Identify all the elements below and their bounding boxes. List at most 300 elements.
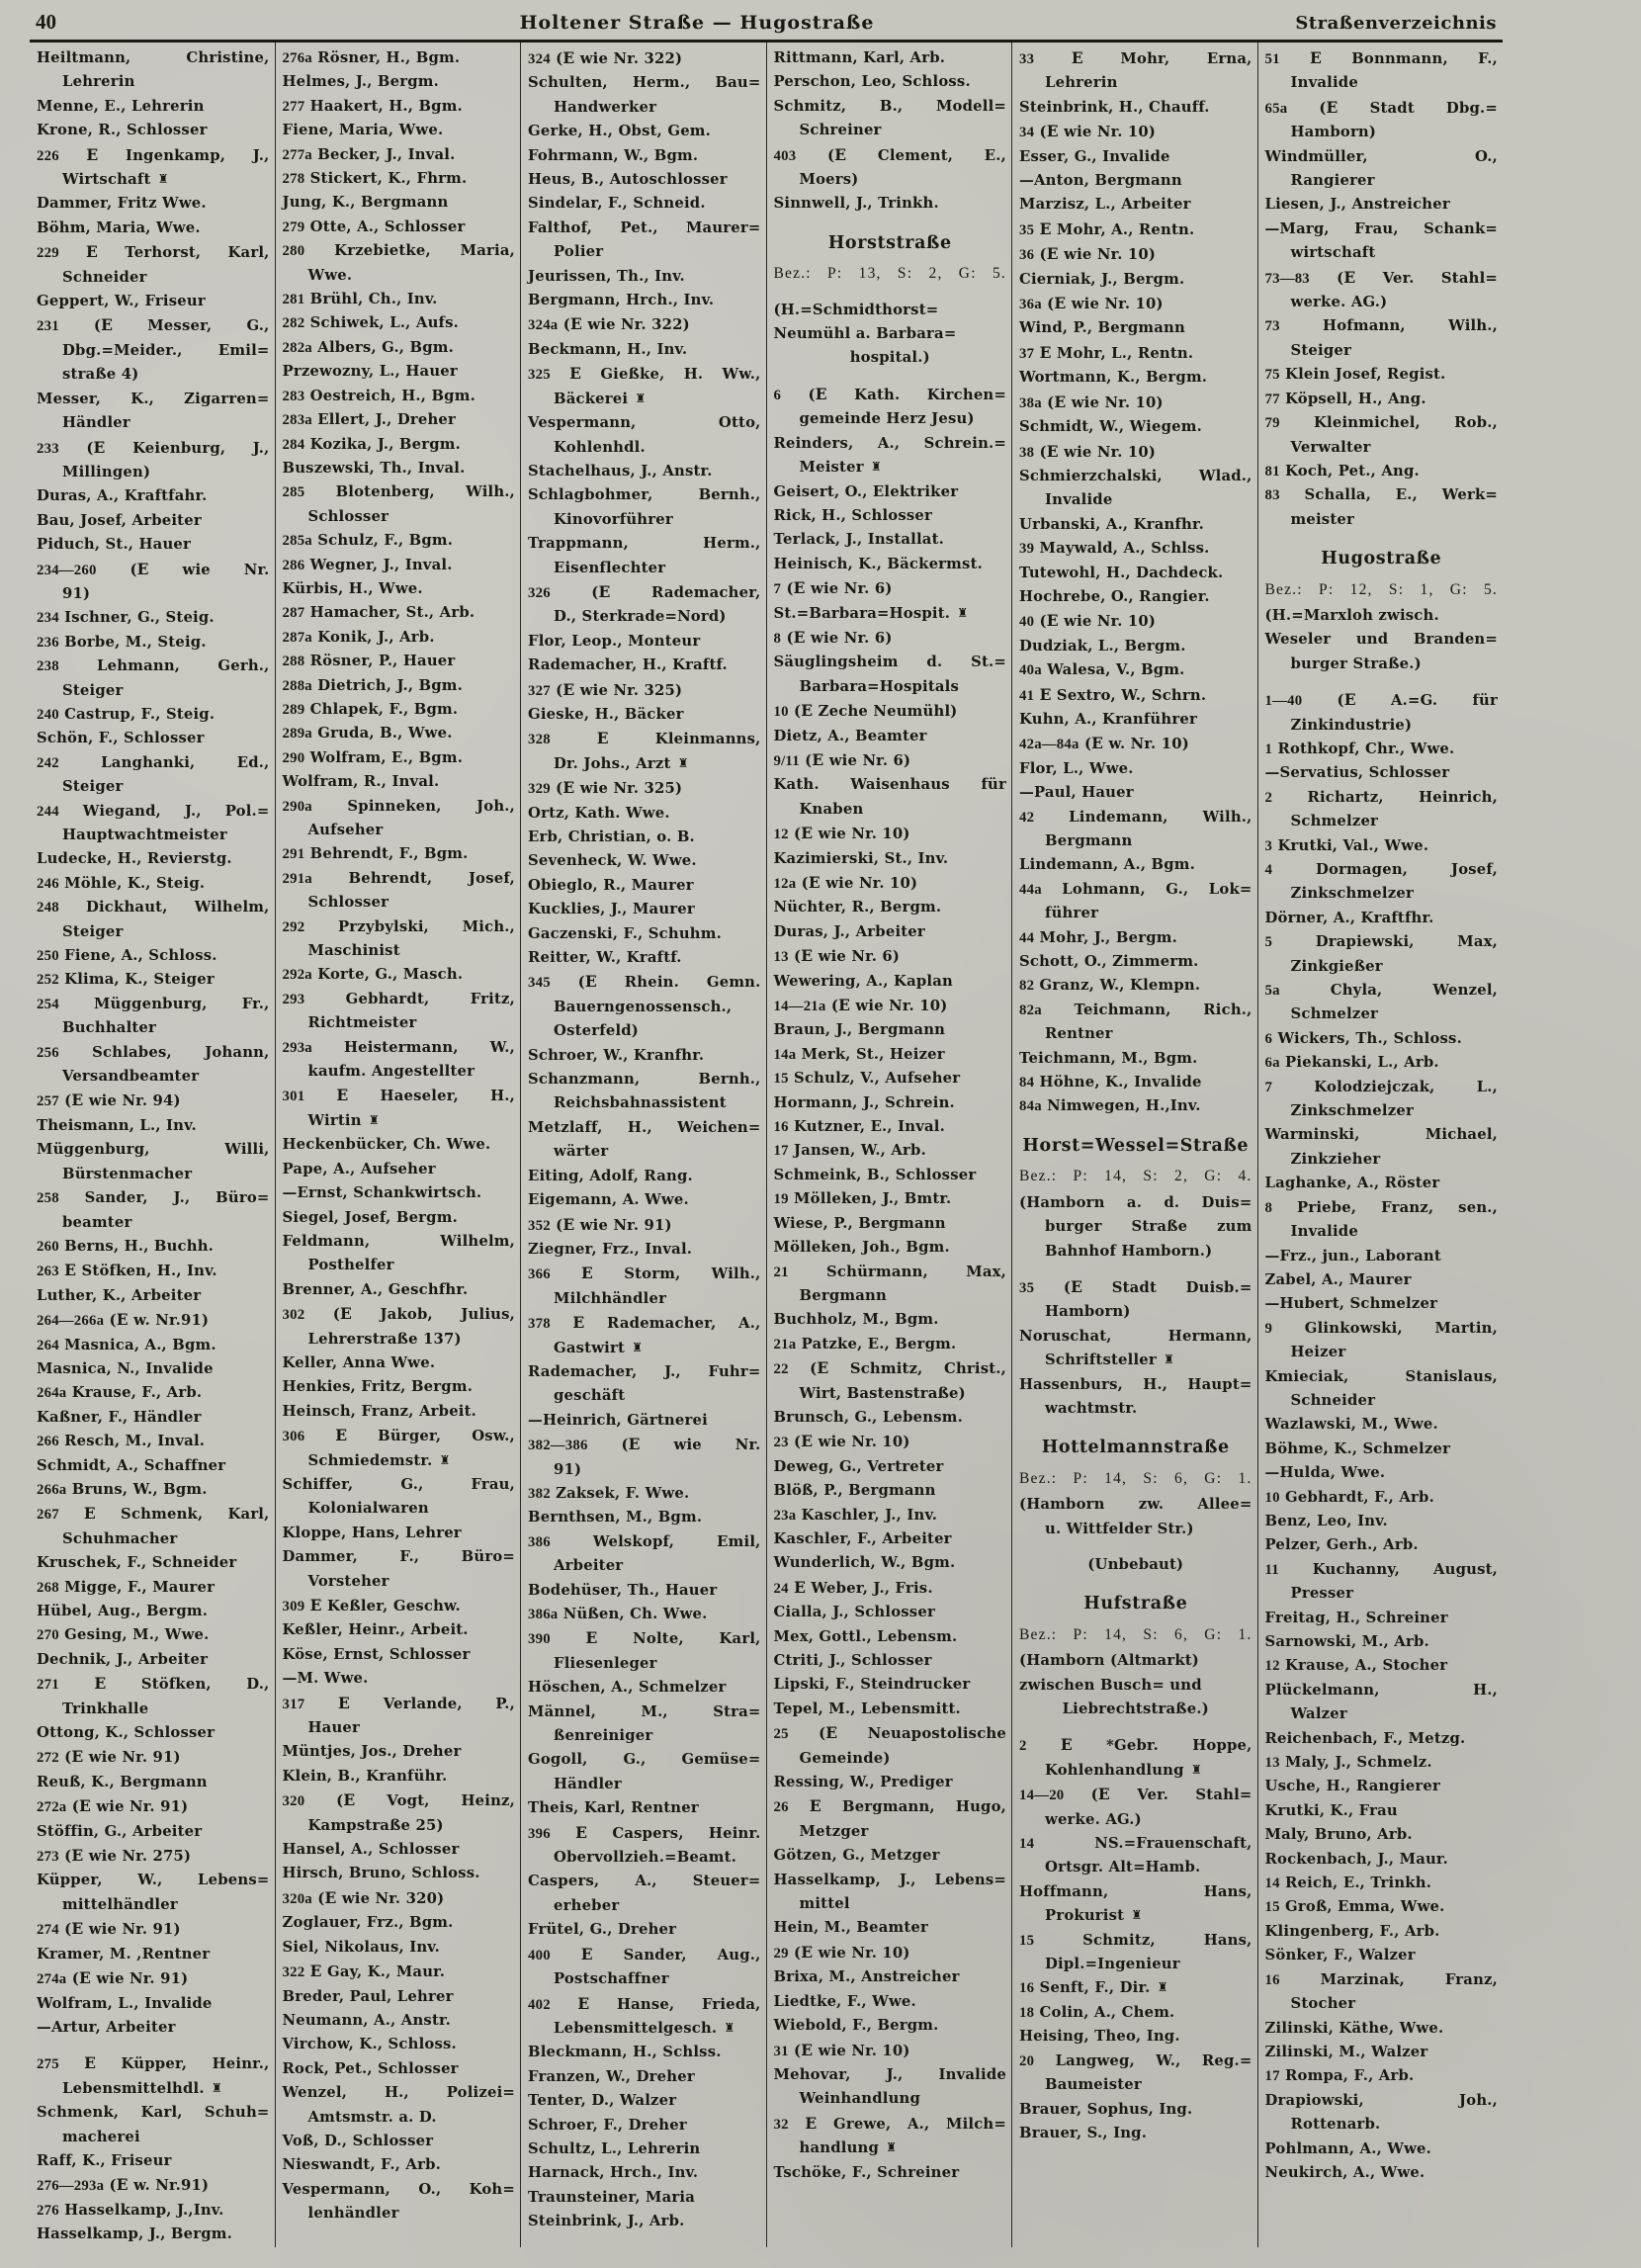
directory-line: 292 Przybylski, Mich., [282,917,515,935]
directory-line: 2 Richartz, Heinrich, [1264,788,1498,806]
directory-line: Gastwirt ♜ [528,1337,761,1360]
directory-line: 73—83 (E Ver. Stahl= [1264,267,1498,287]
directory-line: 11 Kuchanny, August, [1264,1560,1498,1578]
directory-line: Nüchter, R., Bergm. [773,899,942,916]
directory-line: Hasselkamp, J., Lebens= [773,1871,1006,1888]
directory-line: Vespermann, O., Koh= [282,2180,515,2198]
directory-line: 75 Klein Josef, Regist. [1264,366,1446,384]
directory-line: Kath. Waisenhaus für [773,776,1006,794]
krug-icon: ♜ [724,2019,735,2035]
directory-line: Bergmann [1045,832,1133,849]
directory-line: Kinovorführer [554,510,673,528]
directory-line: Neukirch, A., Wwe. [1264,2163,1425,2181]
directory-line: 285a Schulz, F., Bgm. [282,532,454,550]
directory-line: Männel, M., Stra= [528,1702,761,1720]
directory-line: Schmidt, W., Wiegem. [1019,418,1202,436]
directory-line: Hamborn) [1290,124,1377,141]
directory-line: 293 Gebhardt, Fritz, [282,990,515,1007]
street-heading: Hufstraße [1083,1594,1188,1614]
directory-line: 277 Haakert, H., Bgm. [282,97,463,115]
directory-line: Vorsteher [307,1572,389,1590]
directory-line: Siegel, Josef, Bergm. [282,1208,458,1226]
directory-line: Händler [62,414,130,432]
directory-line: 7 (E wie Nr. 6) [773,578,893,598]
directory-line: Metzlaff, H., Weichen= [528,1118,761,1136]
directory-line: Przewozny, L., Hauer [282,363,458,381]
directory-columns [30,43,1503,2247]
directory-line: Zoglauer, Frz., Bgm. [282,1914,454,1932]
directory-line: Kampstraße 25) [307,1816,444,1834]
directory-line: Schanzmann, Bernh., [528,1071,761,1089]
directory-line: Weinhandlung [799,2090,921,2108]
directory-line: mittelhändler [62,1895,178,1913]
street-heading: Horststraße [827,232,952,253]
directory-line: Heckenbücker, Ch. Wwe. [282,1136,491,1154]
directory-line: Benz, Leo, Inv. [1264,1512,1388,1529]
directory-line: Ortsgr. Alt=Hamb. [1045,1859,1201,1876]
directory-line: Heus, B., Autoschlosser [528,171,728,189]
directory-line: 5a Chyla, Wenzel, [1264,982,1498,1000]
directory-line: Kazimierski, St., Inv. [773,849,949,867]
directory-line: (Hamborn (Altmarkt) [1019,1652,1200,1670]
directory-line: 325 E Gießke, H. Ww., [528,364,761,384]
directory-line: 23 (E wie Nr. 10) [773,1432,910,1451]
directory-line: Hoffmann, Hans, [1019,1882,1252,1900]
directory-line: 254 Müggenburg, Fr., [37,995,270,1012]
directory-line: 257 (E wie Nr. 94) [37,1090,181,1110]
directory-line: Schmelzer [1290,1005,1379,1023]
directory-line: 8 (E wie Nr. 6) [773,627,893,647]
directory-line: Liesen, J., Anstreicher [1264,196,1450,214]
directory-line: Sarnowski, M., Arb. [1264,1633,1429,1650]
directory-line: Moers) [799,171,859,189]
directory-line: Braun, J., Bergmann [773,1021,946,1039]
directory-line: 324a (E wie Nr. 322) [528,314,690,334]
directory-line: 272a (E wie Nr. 91) [37,1796,189,1816]
directory-line: Teichmann, M., Bgm. [1019,1049,1198,1067]
directory-line: Bauerngenossensch., [554,998,733,1015]
directory-line: (H.=Schmidthorst= [773,301,939,318]
directory-line: Müntjes, Jos., Dreher [282,1743,462,1761]
directory-line: Zilinski, Käthe, Wwe. [1264,2019,1444,2037]
directory-line: Bürstenmacher [62,1165,193,1182]
directory-line: 275 E Küpper, Heinr., [37,2053,270,2073]
directory-line: mittel [799,1895,850,1913]
directory-line: Plückelmann, H., [1264,1681,1498,1699]
directory-line: 13 (E wie Nr. 6) [773,946,901,966]
directory-line: —M. Wwe. [282,1670,369,1688]
directory-line: Kohlenhandlung ♜ [1019,1759,1252,1783]
directory-line: Dietz, A., Beamter [773,727,927,744]
directory-line: 302 (E Jakob, Julius, [282,1304,515,1324]
directory-line: Bergmann, Hrch., Inv. [528,292,715,309]
directory-line: Dipl.=Ingenieur [1045,1956,1180,1973]
directory-line: 44 Mohr, J., Bergm. [1019,928,1177,946]
district-line: Bez.: P: 13, S: 2, G: 5. [773,265,1006,283]
directory-line: Hauer [307,1719,361,1737]
directory-line: Flor, Leop., Monteur [528,632,701,650]
directory-line: Henkies, Fritz, Bergm. [282,1378,474,1396]
directory-line: Falthof, Pet., Maurer= [528,218,761,236]
directory-line: 14—20 (E Ver. Stahl= [1019,1785,1252,1804]
krug-icon: ♜ [157,171,169,187]
directory-line: 278 Stickert, K., Fhrm. [282,170,468,188]
directory-line: 378 E Rademacher, A., [528,1313,761,1333]
directory-line: Zinkschmelzer [1290,1102,1414,1120]
directory-line: Schmeink, B., Schlosser [773,1166,977,1183]
directory-line: Zinkzieher [1290,1150,1381,1168]
directory-line: 14a Merk, St., Heizer [773,1045,945,1063]
directory-line: Lehrerin [62,73,135,91]
directory-line: Buchholz, M., Bgm. [773,1311,939,1329]
directory-line: St.=Barbara=Hospit. ♜ [774,602,1007,626]
directory-line: Invalide [1290,74,1358,92]
directory-line: 23a Kaschler, J., Inv. [773,1506,938,1524]
directory-line: 14 NS.=Frauenschaft, [1019,1835,1252,1853]
column-5 [1011,43,1257,2247]
directory-line: Verwalter [1290,438,1371,456]
directory-line: Maly, Bruno, Arb. [1264,1826,1413,1844]
street-heading: Hugostraße [1321,549,1442,569]
directory-line: 292a Korte, G., Masch. [282,966,464,984]
directory-line: geschäft [554,1387,626,1405]
directory-line: 252 Klima, K., Steiger [37,971,215,989]
directory-line: 38a (E wie Nr. 10) [1019,392,1164,411]
directory-line: Siel, Nikolaus, Inv. [282,1938,440,1956]
directory-line: Handwerker [554,98,657,116]
krug-icon: ♜ [635,390,647,405]
directory-line: Prokurist ♜ [1019,1904,1252,1928]
directory-line: gemeinde Herz Jesu) [799,410,975,428]
directory-line: 382 Zaksek, F. Wwe. [528,1484,690,1502]
directory-line: macherei [62,2128,140,2145]
directory-line: Schroer, F., Dreher [528,2116,687,2134]
directory-line: 402 E Hanse, Frieda, [528,1993,761,2013]
directory-line: Tschöke, F., Schreiner [773,2163,960,2181]
directory-line: ßenreiniger [554,1727,653,1745]
directory-line: Zilinski, M., Walzer [1264,2043,1428,2060]
directory-line: 282a Albers, G., Bgm. [282,338,454,356]
directory-line: Pape, A., Aufseher [282,1160,436,1178]
directory-line: 289 Chlapek, F., Bgm. [282,700,459,718]
column-2 [275,43,521,2247]
directory-line: —Hulda, Wwe. [1264,1464,1386,1482]
directory-line: Schlosser [307,507,389,525]
directory-line: Lebensmittelgesch. ♜ [528,2017,761,2041]
directory-line: Esser, G., Invalide [1019,147,1170,165]
directory-line: Keßler, Heinr., Arbeit. [282,1621,469,1639]
directory-line: Gieske, H., Bäcker [528,705,684,723]
directory-line: 256 Schlabes, Johann, [37,1043,270,1061]
directory-line: Krutki, K., Frau [1264,1801,1398,1819]
directory-line: Hirsch, Bruno, Schloss. [282,1865,480,1882]
directory-line: Maschinist [307,942,400,960]
krug-icon: ♜ [368,1111,381,1127]
directory-line: Nieswandt, F., Arb. [282,2156,442,2174]
directory-line: 382—386 (E wie Nr. [528,1435,761,1454]
krug-icon: ♜ [1190,1761,1203,1777]
krug-icon: ♜ [1157,1979,1168,1995]
street-heading: Hottelmannstraße [1041,1438,1230,1458]
directory-line: Hübel, Aug., Bergm. [37,1603,209,1619]
directory-line: Jeurissen, Th., Inv. [528,267,685,285]
directory-line: 290a Spinneken, Joh., [282,797,515,815]
directory-line: 10 Gebhardt, F., Arb. [1264,1488,1434,1506]
directory-line: 276 Hasselkamp, J.,Inv. [37,2201,224,2219]
directory-line: Trinkhalle [62,1700,149,1717]
directory-line: Reichenbach, F., Metzg. [1264,1729,1466,1747]
directory-line: 91) [554,1460,582,1478]
directory-line: Meister ♜ [774,456,1007,480]
directory-line: 248 Dickhaut, Wilhelm, [37,899,270,916]
directory-line: 242 Langhanki, Ed., [37,753,270,771]
directory-line: Milchhändler [554,1289,667,1307]
directory-line: Kürbis, H., Wwe. [282,579,423,597]
directory-line: Dr. Johs., Arzt ♜ [528,752,761,776]
directory-line: Helmes, J., Bergm. [282,73,439,91]
district-line: Bez.: P: 14, S: 2, G: 4. [1019,1168,1252,1185]
directory-line: 260 Berns, H., Buchh. [37,1237,215,1255]
directory-line: Kloppe, Hans, Lehrer [282,1524,462,1541]
directory-line: 16 Senft, F., Dir. ♜ [1019,1976,1252,2000]
directory-line: 246 Möhle, K., Steig. [37,874,206,892]
street-heading: Horst=Wessel=Straße [1022,1135,1250,1156]
directory-line: Theis, Karl, Rentner [528,1799,699,1817]
directory-line: Wwe. [307,266,353,284]
directory-line: Gogoll, G., Gemüse= [528,1751,761,1769]
directory-line: Bahnhof Hamborn.) [1045,1242,1213,1260]
directory-line: Neumann, A., Anstr. [282,2011,451,2029]
directory-line: 6 (E Kath. Kirchen= [773,384,1006,403]
directory-line: 328 E Kleinmanns, [528,729,761,748]
directory-line: Aufseher [307,822,384,838]
directory-line: 317 E Verlande, P., [282,1693,515,1712]
directory-line: 290 Wolfram, E., Bgm. [282,748,464,766]
directory-line: 264—266a (E w. Nr.91) [37,1310,210,1330]
directory-line: Kucklies, J., Maurer [528,901,695,918]
header-section-label: Straßenverzeichnis [1295,13,1497,34]
directory-line: Wirtschaft ♜ [37,168,270,192]
directory-line: Invalide [1045,491,1113,509]
directory-line: 82a Teichmann, Rich., [1019,1001,1252,1018]
directory-line: 291a Behrendt, Josef, [282,869,515,887]
directory-line: 2 E *Gebr. Hoppe, [1019,1735,1252,1755]
directory-line: Heizer [1290,1344,1346,1361]
directory-line: Cialla, J., Schlosser [773,1604,935,1621]
directory-line: —Servatius, Schlosser [1264,764,1450,782]
directory-line: Duras, J., Arbeiter [773,922,925,940]
directory-line: 25 (E Neuapostolische [773,1723,1006,1743]
directory-line: Köse, Ernst, Schlosser [282,1645,471,1663]
directory-line: Wunderlich, W., Bgm. [773,1554,956,1572]
directory-line: Neumühl a. Barbara= [773,325,957,343]
directory-line: Ortz, Kath. Wwe. [528,804,670,822]
directory-line: Kuhn, A., Kranführer [1019,710,1197,728]
directory-line: 17 Rompa, F., Arb. [1264,2067,1415,2085]
directory-line: Voß, D., Schlosser [282,2132,434,2149]
directory-line: Rottenarb. [1290,2116,1381,2134]
directory-line: 282 Schiwek, L., Aufs. [282,314,459,332]
directory-line: 231 (E Messer, G., [37,315,270,335]
directory-line: —Anton, Bergmann [1019,172,1182,190]
directory-line: (H.=Marxloh zwisch. [1264,606,1439,624]
directory-line: wirtschaft [1290,244,1376,262]
directory-line: 320 (E Vogt, Heinz, [282,1790,515,1810]
directory-line: Schreiner [799,122,882,139]
directory-line: 264a Krause, F., Arb. [37,1384,203,1402]
directory-line: Böhm, Maria, Wwe. [37,218,201,236]
directory-line: 238 Lehmann, Gerh., [37,657,270,675]
directory-line: 10 (E Zeche Neumühl) [773,701,958,721]
directory-line: 285 Blotenberg, Wilh., [282,483,515,501]
directory-line: 15 Schulz, V., Aufseher [773,1070,961,1088]
directory-line: Höschen, A., Schmelzer [528,1679,727,1697]
directory-line: Heinsch, Franz, Arbeit. [282,1402,477,1420]
directory-line: 386 Welskopf, Emil, [528,1532,761,1550]
directory-line: Zabel, A., Maurer [1264,1270,1412,1288]
directory-line: Invalide [1290,1223,1358,1241]
directory-line: Tutewohl, H., Dachdeck. [1019,564,1224,581]
directory-line: Vespermann, Otto, [528,414,761,432]
directory-line: 270 Gesing, M., Wwe. [37,1626,210,1644]
directory-line: Schmenk, Karl, Schuh= [37,2104,270,2122]
directory-line: Rockenbach, J., Maur. [1264,1850,1448,1868]
directory-line: 65a (E Stadt Dbg.= [1264,97,1498,117]
page-number: 40 [36,10,56,34]
directory-line: 244 Wiegand, J., Pol.= [37,802,270,820]
directory-line: Richtmeister [307,1014,417,1032]
directory-line: handlung ♜ [774,2137,1007,2160]
directory-line: Pelzer, Gerh., Arb. [1264,1536,1419,1554]
directory-line: —Frz., jun., Laborant [1264,1247,1441,1265]
directory-line: 236 Borbe, M., Steig. [37,633,207,651]
directory-line: Obieglo, R., Maurer [528,876,694,894]
directory-line: 324 (E wie Nr. 322) [528,48,683,67]
directory-line: zwischen Busch= und [1019,1676,1202,1694]
directory-line: 286 Wegner, J., Inval. [282,556,453,573]
directory-line: 226 E Ingenkamp, J., [37,144,270,164]
directory-line: 1—40 (E A.=G. für [1264,690,1499,710]
directory-line: Franzen, W., Dreher [528,2067,695,2085]
column-1 [30,43,275,2247]
directory-line: Gerke, H., Obst, Gem. [528,123,712,140]
directory-line: Zinkschmelzer [1290,885,1414,903]
directory-line: 352 (E wie Nr. 91) [528,1214,672,1234]
krug-icon: ♜ [677,754,689,770]
directory-line: 287 Hamacher, St., Arb. [282,604,475,622]
directory-line: 301 E Haeseler, H., [282,1086,515,1105]
directory-line: Steiger [62,922,124,940]
directory-line: 264 Masnica, A., Bgm. [37,1336,216,1353]
directory-line: Steiger [62,778,124,796]
directory-line: Brixa, M., Anstreicher [773,1968,960,1986]
directory-line: 4 Dormagen, Josef, [1264,861,1498,878]
directory-line: Frütel, G., Dreher [528,1921,677,1939]
directory-line: 15 Schmitz, Hans, [1019,1931,1252,1949]
directory-line: Warminski, Michael, [1264,1126,1498,1144]
column-4 [766,43,1012,2247]
directory-line: Usche, H., Rangierer [1264,1778,1441,1795]
directory-line: Heising, Theo, Ing. [1019,2028,1180,2046]
directory-line: 329 (E wie Nr. 325) [528,778,683,798]
directory-line: —Ernst, Schankwirtsch. [282,1184,482,1202]
directory-line: Schneider [62,268,147,286]
directory-line: Fliesenleger [554,1654,657,1672]
directory-line: 26 E Bergmann, Hugo, [773,1796,1006,1816]
directory-line: Steinbrink, J., Arb. [528,2213,685,2230]
directory-line: Erb, Christian, o. B. [528,829,695,845]
directory-line: 233 (E Keienburg, J., [37,437,270,457]
directory-line: Metzger [799,1822,869,1840]
directory-line: Brauer, Sophus, Ing. [1019,2100,1193,2118]
krug-icon: ♜ [631,1339,644,1354]
directory-line: Beckmann, H., Inv. [528,340,688,358]
directory-line: Schmelzer [1290,813,1379,830]
directory-line: Stocher [1290,1995,1356,2013]
directory-line: u. Wittfelder Str.) [1045,1520,1194,1537]
directory-line: 18 Colin, A., Chem. [1019,2003,1175,2021]
directory-line: Zinkindustrie) [1290,716,1413,734]
directory-line: 366 E Storm, Wilh., [528,1264,761,1283]
directory-line: Hormann, J., Schrein. [773,1093,955,1111]
directory-line: Urbanski, A., Kranfhr. [1019,515,1204,533]
directory-line: burger Straße.) [1290,654,1422,672]
directory-line: 240 Castrup, F., Steig. [37,705,216,723]
directory-line: Wewering, A., Kaplan [773,972,953,990]
directory-line: Wiebold, F., Bergm. [773,2017,939,2035]
directory-line: Rangierer [1290,172,1375,190]
directory-line: Wiese, P., Bergmann [773,1214,946,1232]
directory-line: 12a (E wie Nr. 10) [773,873,918,892]
directory-line: Hauptwachtmeister [62,827,227,843]
directory-line: 293a Heistermann, W., [282,1038,515,1056]
directory-line: Schultz, L., Lehrerin [528,2139,701,2157]
directory-line: meister [1290,510,1354,528]
directory-line: Schmitz, B., Modell= [773,97,1006,115]
directory-line: Gemeinde) [799,1749,891,1767]
directory-line: 35 (E Stadt Duisb.= [1019,1276,1252,1296]
directory-line: Bau, Josef, Arbeiter [37,511,202,529]
directory-line: 5 Drapiewski, Max, [1264,933,1498,951]
directory-line: Bodehüser, Th., Hauer [528,1581,718,1599]
directory-line: 77 Köpsell, H., Ang. [1264,390,1426,407]
krug-icon: ♜ [439,1451,451,1467]
krug-icon: ♜ [957,604,969,620]
directory-line: Schmidt, A., Schaffner [37,1456,226,1474]
directory-line: Steiger [62,681,124,699]
directory-line: 51 E Bonnmann, F., [1264,48,1498,67]
directory-line: Barbara=Hospitals [799,677,960,695]
directory-line: 32 E Grewe, A., Milch= [773,2113,1006,2133]
directory-line: 288a Dietrich, J., Bgm. [282,676,464,694]
directory-line: 9 Glinkowski, Martin, [1264,1319,1498,1337]
column-3 [520,43,766,2247]
directory-line: Schroer, W., Kranfhr. [528,1046,705,1064]
directory-line: Wolfram, R., Inval. [282,773,440,791]
directory-line: Bergmann [799,1286,887,1304]
directory-line: 79 Kleinmichel, Rob., [1264,414,1498,432]
directory-line: Dudziak, L., Bergm. [1019,637,1186,654]
directory-line: 403 (E Clement, E., [773,144,1006,164]
directory-line: Schlagbohmer, Bernh., [528,486,761,504]
directory-line: —Heinrich, Gärtnerei [528,1411,708,1429]
directory-line: 386a Nüßen, Ch. Wwe. [528,1606,708,1622]
directory-line: Mölleken, Joh., Bgm. [773,1239,950,1257]
directory-line: 36 (E wie Nr. 10) [1019,244,1157,264]
directory-line: D., Sterkrade=Nord) [554,608,727,626]
directory-line: Ludecke, H., Revierstg. [37,850,232,868]
directory-line: Obervollzieh.=Beamt. [554,1849,737,1867]
